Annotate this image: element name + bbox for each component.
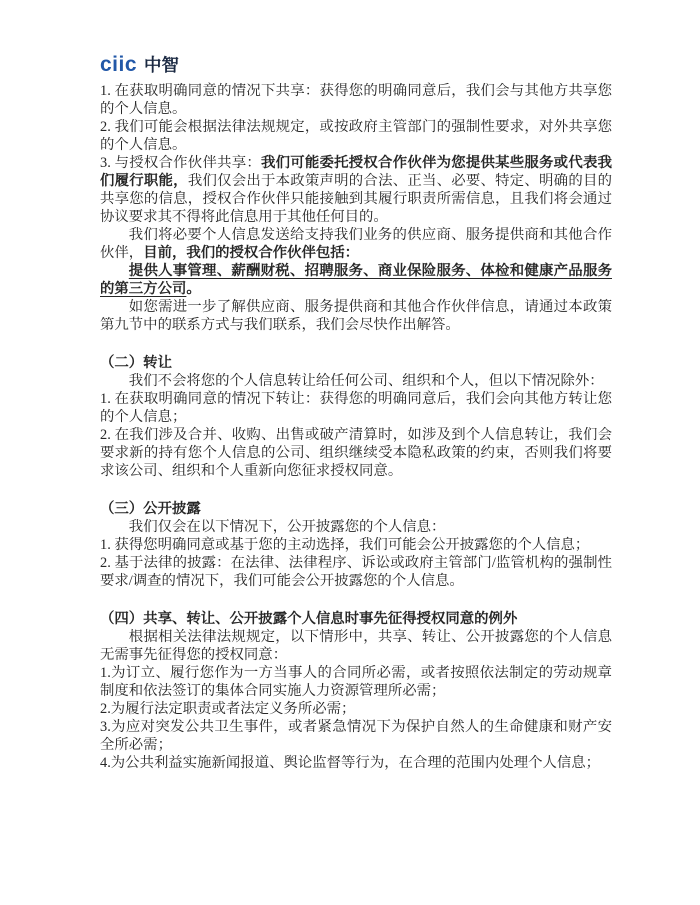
text-run: 我们仅会出于本政策声明的合法、正当、必要、特定、明确的目的共享您的信息，授权合作伙伴只能接触到其履行职责所需信息，且我们将会通过协议要求其不得将此信息用于其他任何目的。	[100, 173, 612, 225]
text-run: （四）共享、转让、公开披露个人信息时事先征得授权同意的例外	[100, 611, 518, 627]
paragraph	[100, 226, 612, 262]
text-run: 提供人事管理、薪酬财税、招聘服务、商业保险服务、体检和健康产品服务的第三方公司	[100, 263, 612, 297]
list-item	[100, 554, 612, 590]
text-run: 2. 在我们涉及合并、收购、出售或破产清算时，如涉及到个人信息转让，我们会要求新的持有您个人信息的公司、组织继续受本隐私政策的约束，否则我们将要求该公司、组织和个人重新向您征求授权同意。	[100, 427, 612, 479]
text-run: （三）公开披露	[100, 501, 201, 517]
text-run: 2. 我们可能会根据法律法规规定，或按政府主管部门的强制性要求，对外共享您的个人信息。	[100, 119, 612, 153]
list-item	[100, 154, 612, 226]
list-item	[100, 426, 612, 480]
text-run: 如您需进一步了解供应商、服务提供商和其他合作伙伴信息，请通过本政策第九节中的联系方式与我们联系，我们会尽快作出解答。	[100, 299, 612, 333]
text-run: 我们将必要个人信息发送给支持我们业务的供应商、服务提供商和其他合作伙伴，	[100, 227, 612, 261]
text-run: 我们不会将您的个人信息转让给任何公司、组织和个人，但以下情况除外：	[128, 373, 604, 389]
text-run: 目前，我们的授权合作伙伴包括：	[143, 245, 360, 261]
paragraph	[100, 372, 612, 390]
paragraph	[100, 518, 612, 536]
text-run: （二）转让	[100, 355, 172, 371]
list-item	[100, 82, 612, 118]
paragraph	[100, 628, 612, 664]
list-item	[100, 536, 612, 554]
list-item	[100, 390, 612, 426]
ciic-logo	[100, 52, 179, 77]
text-run: 我们可能委托授权合作伙伴为您提供某些服务或代表我们履行职能，	[100, 155, 612, 189]
paragraph	[100, 262, 612, 298]
ciic-logo-cjk: 中智	[144, 55, 180, 75]
ciic-logo-latin: ciic	[100, 53, 138, 76]
text-run: 1.为订立、履行您作为一方当事人的合同所必需，或者按照依法制定的劳动规章制度和依法签订的集体合同实施人力资源管理所必需；	[100, 665, 612, 699]
text-run: 根据相关法律法规规定，以下情形中，共享、转让、公开披露您的个人信息无需事先征得您的授权同意：	[100, 629, 612, 663]
text-run: 3.为应对突发公共卫生事件，或者紧急情况下为保护自然人的生命健康和财产安全所必需；	[100, 719, 612, 753]
list-item	[100, 718, 612, 754]
paragraph	[100, 298, 612, 334]
text-run: 4.为公共利益实施新闻报道、舆论监督等行为，在合理的范围内处理个人信息；	[100, 755, 601, 771]
text-run: 。	[186, 281, 201, 297]
text-run: 2.为履行法定职责或者法定义务所必需；	[100, 701, 356, 717]
section-heading	[100, 354, 612, 372]
document-body	[100, 82, 612, 772]
text-run: 3. 与授权合作伙伴共享：	[100, 155, 261, 171]
section-heading	[100, 500, 612, 518]
list-item	[100, 700, 612, 718]
text-run: 我们仅会在以下情况下，公开披露您的个人信息：	[128, 519, 446, 535]
text-run: 2. 基于法律的披露：在法律、法律程序、诉讼或政府主管部门/监管机构的强制性要求/调查的情况下，我们可能会公开披露您的个人信息。	[100, 555, 612, 589]
text-run: 1. 获得您明确同意或基于您的主动选择，我们可能会公开披露您的个人信息；	[100, 537, 590, 553]
list-item	[100, 118, 612, 154]
text-run: 1. 在获取明确同意的情况下共享：获得您的明确同意后，我们会与其他方共享您的个人信息。	[100, 83, 612, 117]
section-heading	[100, 610, 612, 628]
list-item	[100, 754, 612, 772]
text-run: 1. 在获取明确同意的情况下转让：获得您的明确同意后，我们会向其他方转让您的个人信息；	[100, 391, 612, 425]
list-item	[100, 664, 612, 700]
